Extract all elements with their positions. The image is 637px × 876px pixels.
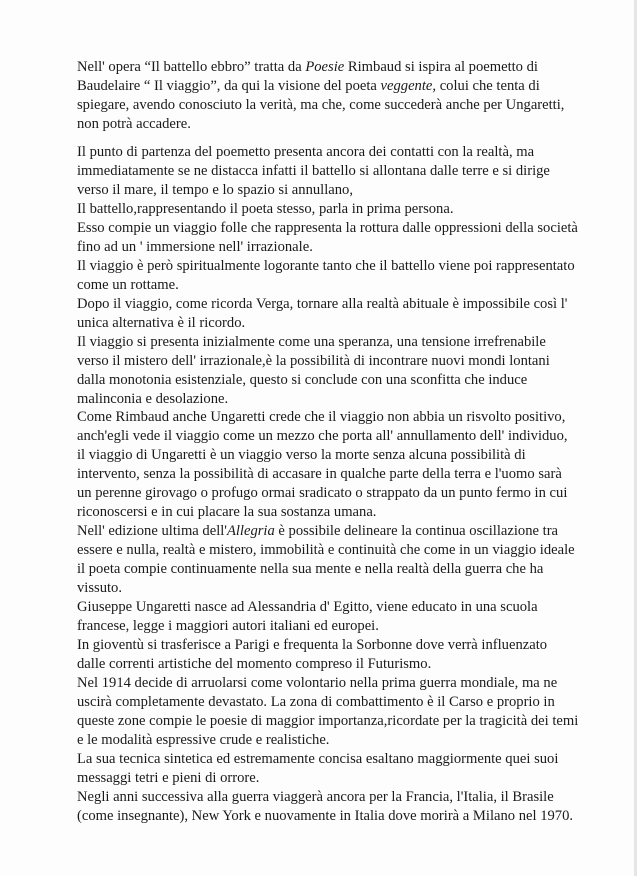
text-line	[77, 731, 607, 750]
text-line	[77, 352, 607, 371]
text-segment: (come insegnante), New York e nuovamente in Italia dove morirà a Milano nel 1970.	[77, 808, 574, 824]
text-line	[77, 769, 607, 788]
text-line	[77, 314, 607, 333]
text-segment: riconoscersi e in cui placare la sua sostanza umana.	[77, 504, 377, 520]
text-segment: colui che tenta di	[436, 78, 540, 94]
text-segment: Come Rimbaud anche Ungaretti crede che il viaggio non abbia un risvolto positivo,	[77, 409, 566, 425]
text-line	[77, 115, 607, 134]
text-line	[77, 96, 607, 115]
text-segment: il poeta compie continuamente nella sua mente e nella realtà della guerra che ha	[77, 561, 544, 577]
text-segment: Il viaggio è però spiritualmente logorante tanto che il battello viene poi rappresentato	[77, 258, 575, 274]
text-line	[77, 712, 607, 731]
text-segment: Il battello,rappresentando il poeta stesso, parla in prima persona.	[77, 201, 454, 217]
text-line	[77, 257, 607, 276]
text-segment: Giuseppe Ungaretti nasce ad Alessandria d' Egitto, viene educato in una scuola	[77, 599, 538, 615]
text-line	[77, 560, 607, 579]
text-segment: Nell' edizione ultima dell'	[77, 523, 227, 539]
text-line	[77, 674, 607, 693]
italic-text-segment: veggente,	[380, 78, 437, 94]
text-segment: è possibile delineare la continua oscillazione tra	[274, 523, 559, 539]
text-line	[77, 181, 607, 200]
text-line	[77, 58, 607, 77]
text-line	[77, 295, 607, 314]
text-segment: Nel 1914 decide di arruolarsi come volontario nella prima guerra mondiale, ma ne	[77, 675, 558, 691]
text-line	[77, 484, 607, 503]
italic-text-segment: Poesie	[305, 59, 345, 75]
text-line	[77, 503, 607, 522]
text-segment: francese, legge i maggiori autori italiani ed europei.	[77, 618, 379, 634]
italic-text-segment: Allegria	[226, 523, 275, 539]
text-segment: Rimbaud si ispira al poemetto di	[344, 59, 538, 75]
text-line	[77, 522, 607, 541]
text-line	[77, 636, 607, 655]
text-line	[77, 427, 607, 446]
text-line	[77, 219, 607, 238]
text-segment: anch'egli vede il viaggio come un mezzo che porta all' annullamento dell' individuo,	[77, 428, 568, 444]
text-segment: Dopo il viaggio, come ricorda Verga, tornare alla realtà abituale è impossibile così l'	[77, 296, 568, 312]
text-segment: non potrà accadere.	[77, 116, 191, 132]
text-line	[77, 541, 607, 560]
text-line	[77, 465, 607, 484]
text-line	[77, 446, 607, 465]
text-segment: queste zone compie le poesie di maggior importanza,ricordate per la tragicità dei temi	[77, 713, 579, 729]
text-line	[77, 162, 607, 181]
paragraph-rimbaud-intro	[77, 58, 607, 134]
text-segment: verso il mistero dell' irrazionale,è la possibilità di incontrare nuovi mondi lontani	[77, 353, 550, 369]
text-line	[77, 617, 607, 636]
text-segment: dalle correnti artistiche del momento compreso il Futurismo.	[77, 656, 432, 672]
text-line	[77, 200, 607, 219]
paragraph-ungaretti	[77, 408, 607, 826]
text-segment: dalla monotonia esistenziale, questo si conclude con una sconfitta che induce	[77, 372, 528, 388]
text-segment: spiegare, avendo conosciuto la verità, ma che, come succederà anche per Ungaretti,	[77, 97, 565, 113]
text-line	[77, 143, 607, 162]
text-segment: Negli anni successiva alla guerra viaggerà ancora per la Francia, l'Italia, il Brasile	[77, 789, 554, 805]
text-segment: intervento, senza la possibilità di accasare in qualche parte della terra e l'uomo sarà	[77, 466, 562, 482]
text-segment: Il viaggio si presenta inizialmente come una speranza, una tensione irrefrenabile	[77, 334, 546, 350]
text-segment: messaggi tetri e pieni di orrore.	[77, 770, 260, 786]
text-line	[77, 788, 607, 807]
text-segment: Esso compie un viaggio folle che rappresenta la rottura dalle oppressioni della società	[77, 220, 578, 236]
text-line	[77, 390, 607, 409]
text-line	[77, 750, 607, 769]
text-segment: Baudelaire “ Il viaggio”, da qui la visione del poeta	[77, 78, 381, 94]
text-segment: Nell' opera “Il battello ebbro” tratta da	[77, 59, 306, 75]
text-line	[77, 333, 607, 352]
text-line	[77, 807, 607, 826]
text-line	[77, 579, 607, 598]
text-line	[77, 408, 607, 427]
text-segment: verso il mare, il tempo e lo spazio si annullano,	[77, 182, 353, 198]
paragraph-battello-journey	[77, 143, 607, 409]
text-segment: e le modalità espressive crude e realistiche.	[77, 732, 330, 748]
text-line	[77, 77, 607, 96]
text-line	[77, 693, 607, 712]
text-segment: essere e nulla, realtà e mistero, immobilità e continuità che come in un viaggio ideale	[77, 542, 575, 558]
text-segment: unica alternativa è il ricordo.	[77, 315, 246, 331]
text-segment: immediatamente se ne distacca infatti il battello si allontana dalle terre e si dirige	[77, 163, 550, 179]
text-line	[77, 598, 607, 617]
text-segment: il viaggio di Ungaretti è un viaggio verso la morte senza alcuna possibilità di	[77, 447, 526, 463]
text-line	[77, 276, 607, 295]
text-segment: In gioventù si trasferisce a Parigi e frequenta la Sorbonne dove verrà influenzato	[77, 637, 548, 653]
text-segment: uscirà completamente devastato. La zona di combattimento è il Carso e proprio in	[77, 694, 555, 710]
text-segment: un perenne girovago o profugo ormai sradicato o strappato da un punto fermo in cui	[77, 485, 568, 501]
text-segment: fino ad un ' immersione nell' irrazionale.	[77, 239, 313, 255]
text-segment: malinconia e desolazione.	[77, 391, 229, 407]
text-segment: La sua tecnica sintetica ed estremamente concisa esaltano maggiormente quei suoi	[77, 751, 559, 767]
text-line	[77, 655, 607, 674]
text-line	[77, 371, 607, 390]
text-segment: vissuto.	[77, 580, 123, 596]
text-segment: Il punto di partenza del poemetto presenta ancora dei contatti con la realtà, ma	[77, 144, 535, 160]
text-line	[77, 238, 607, 257]
text-segment: come un rottame.	[77, 277, 179, 293]
